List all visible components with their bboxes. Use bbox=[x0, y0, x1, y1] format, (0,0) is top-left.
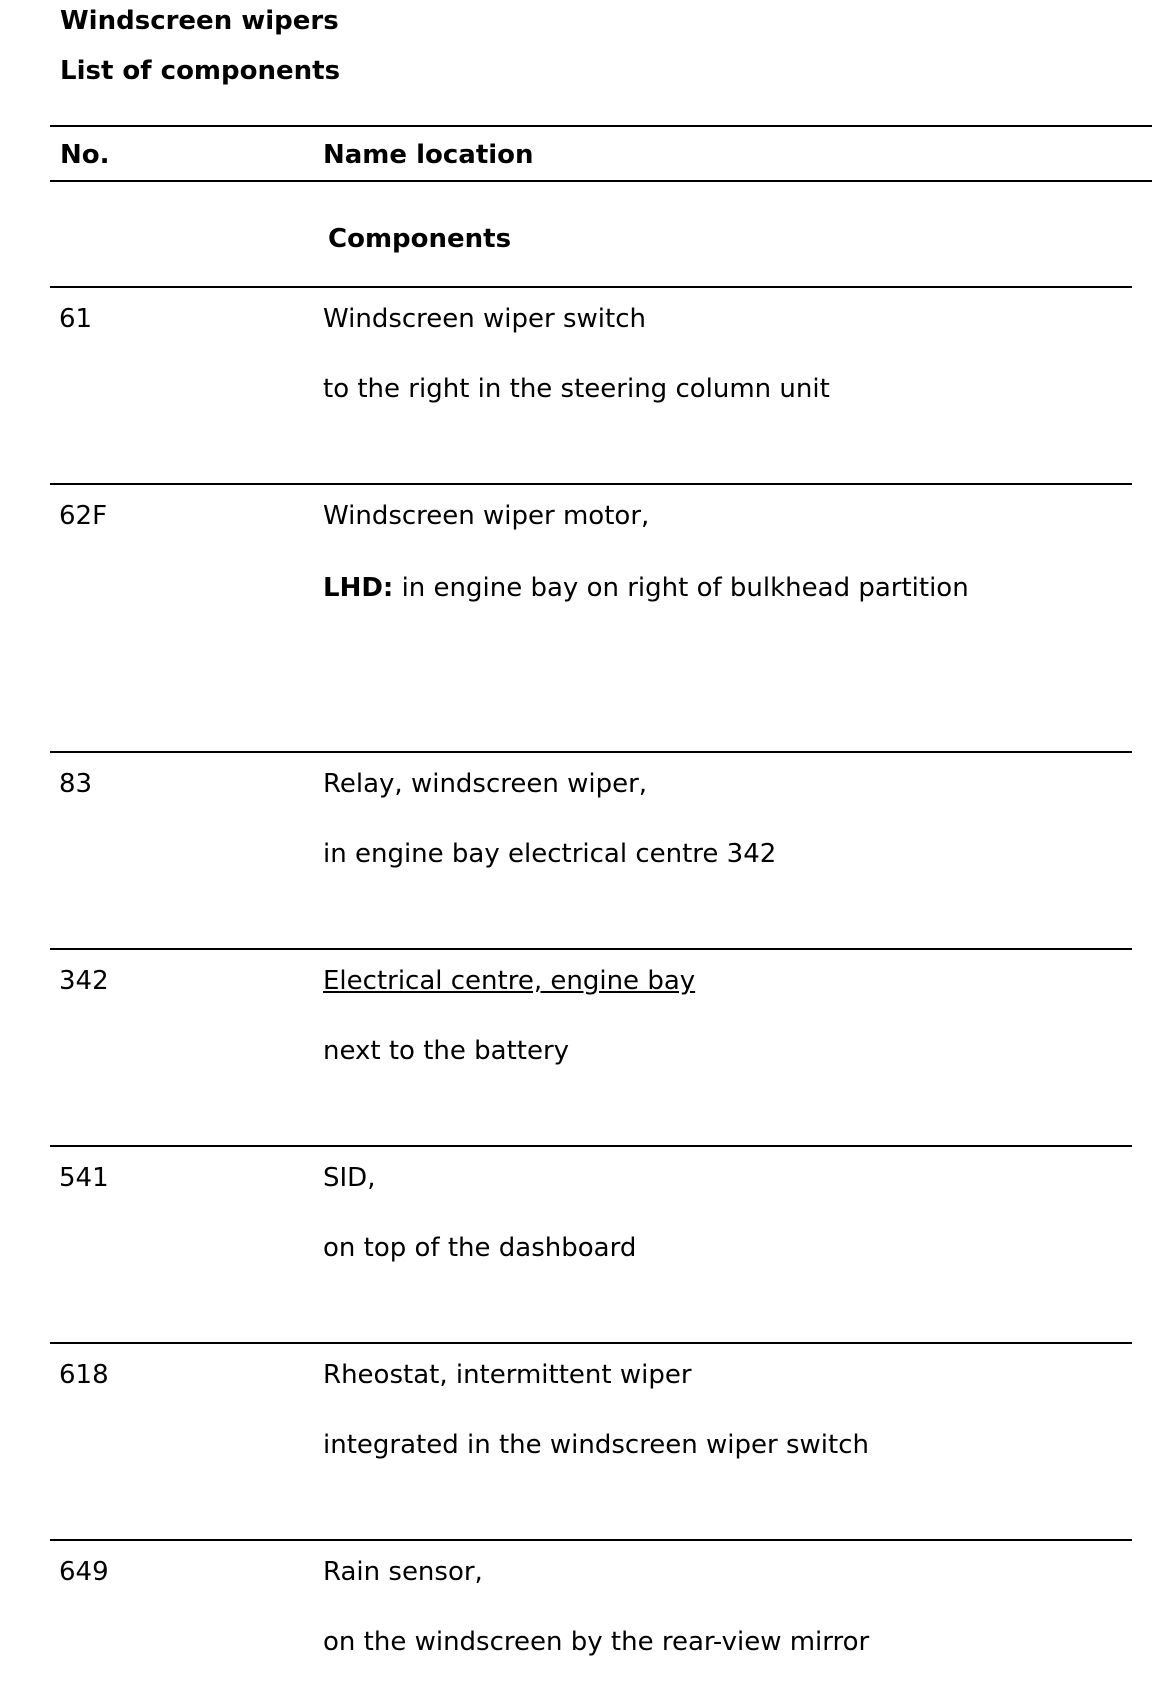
row-name: SID, bbox=[323, 1163, 376, 1193]
row-location-text: to the right in the steering column unit bbox=[323, 374, 830, 404]
row-location bbox=[323, 1235, 636, 1261]
row-number: 61 bbox=[59, 304, 93, 334]
row-location-text: in engine bay electrical centre 342 bbox=[323, 839, 777, 869]
row-location bbox=[323, 575, 969, 601]
row-name: Windscreen wiper switch bbox=[323, 304, 646, 334]
row-number: 62F bbox=[59, 501, 108, 531]
row-location bbox=[323, 1038, 569, 1064]
column-header-name-location: Name location bbox=[323, 140, 534, 170]
row-name: Rheostat, intermittent wiper bbox=[323, 1360, 692, 1390]
header-bottom-rule bbox=[50, 180, 1152, 182]
row-location bbox=[323, 376, 830, 402]
row-location bbox=[323, 1629, 869, 1655]
row-rule bbox=[50, 751, 1132, 753]
row-location-prefix: LHD: bbox=[323, 573, 394, 603]
row-rule bbox=[50, 1539, 1132, 1541]
row-number: 83 bbox=[59, 769, 93, 799]
row-name: Rain sensor, bbox=[323, 1557, 483, 1587]
row-rule bbox=[50, 483, 1132, 485]
row-location-text: next to the battery bbox=[323, 1036, 570, 1066]
document-title: Windscreen wipers bbox=[60, 6, 339, 36]
row-location-text: integrated in the windscreen wiper switch bbox=[323, 1430, 869, 1460]
row-location-text: in engine bay on right of bulkhead partition bbox=[393, 573, 969, 603]
table-top-rule bbox=[50, 125, 1152, 127]
row-location bbox=[323, 1432, 869, 1458]
row-name: Relay, windscreen wiper, bbox=[323, 769, 648, 799]
row-name: Windscreen wiper motor, bbox=[323, 501, 650, 531]
row-number: 618 bbox=[59, 1360, 109, 1390]
row-rule bbox=[50, 948, 1132, 950]
document-subtitle: List of components bbox=[60, 56, 341, 86]
row-number: 649 bbox=[59, 1557, 109, 1587]
row-number: 541 bbox=[59, 1163, 109, 1193]
row-number: 342 bbox=[59, 966, 109, 996]
column-header-number: No. bbox=[60, 140, 110, 170]
row-location-text: on the windscreen by the rear-view mirror bbox=[323, 1627, 870, 1657]
row-location bbox=[323, 841, 776, 867]
row-rule bbox=[50, 1145, 1132, 1147]
row-rule bbox=[50, 1342, 1132, 1344]
section-label: Components bbox=[328, 224, 512, 254]
row-location-text: on top of the dashboard bbox=[323, 1233, 637, 1263]
row-name[interactable]: Electrical centre, engine bay bbox=[323, 966, 696, 996]
row-rule bbox=[50, 286, 1132, 288]
